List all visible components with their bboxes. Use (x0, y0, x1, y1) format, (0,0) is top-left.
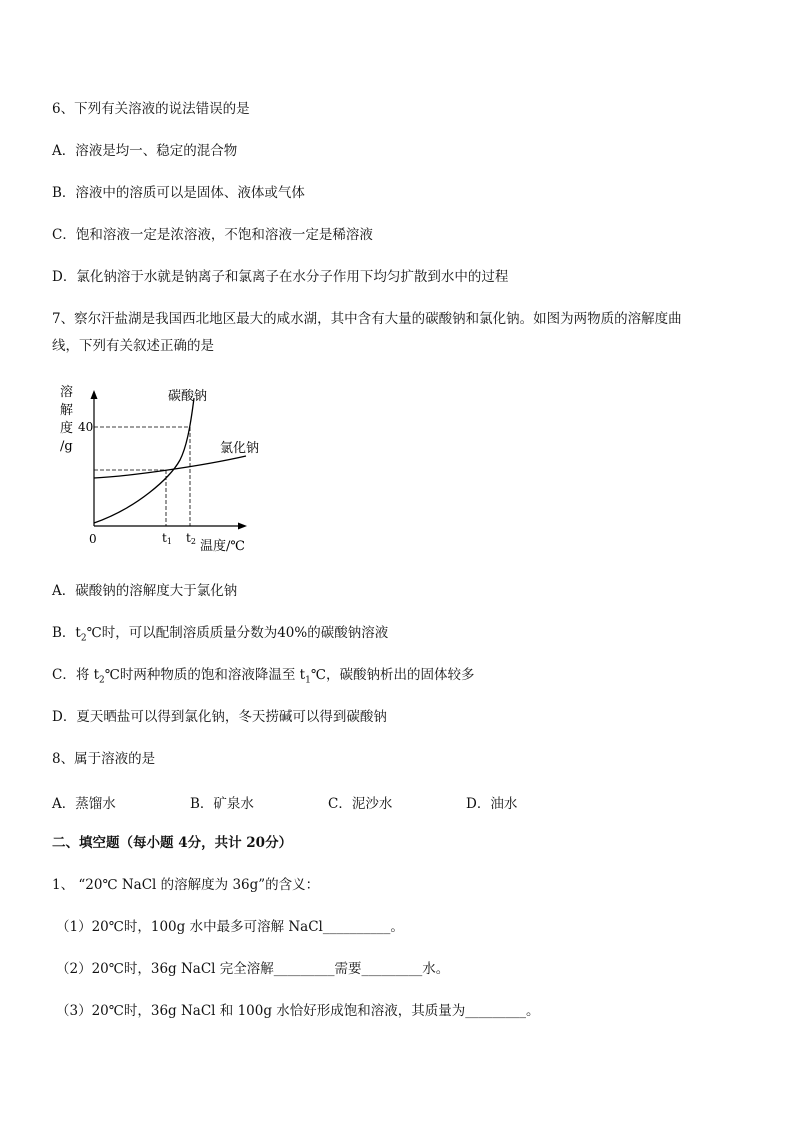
q6-option-c: C．饱和溶液一定是浓溶液，不饱和溶液一定是稀溶液 (52, 227, 373, 243)
q7-stem-line2: 线，下列有关叙述正确的是 (52, 338, 214, 354)
q8-options-row (52, 792, 652, 810)
fill1-sub1: （1）20℃时，100g 水中最多可溶解 NaCl__________。 (56, 919, 404, 935)
q6-stem: 6、下列有关溶液的说法错误的是 (52, 101, 250, 117)
y-axis-arrow (91, 390, 98, 399)
x-axis-label: 温度/℃ (200, 539, 245, 554)
x-axis-arrow (238, 523, 247, 530)
ylabel-char-3: 度 (60, 421, 74, 436)
q8-option-d: D．油水 (466, 796, 518, 812)
q7-option-d: D．夏天晒盐可以得到氯化钠，冬天捞碱可以得到碳酸钠 (52, 709, 387, 725)
q7-option-b: B．$t_2℃$时，可以配制溶质质量分数为40%的碳酸钠溶液 (52, 625, 389, 644)
ylabel-char-1: 溶 (60, 385, 74, 400)
q8-option-b: B．矿泉水 (190, 796, 254, 812)
series-na2co3-curve (94, 398, 194, 523)
x-tick-label-t1: t1 (162, 531, 172, 546)
q6-option-b: B．溶液中的溶质可以是固体、液体或气体 (52, 185, 305, 201)
series-nacl-label: 氯化钠 (220, 441, 260, 456)
origin-label: 0 (89, 532, 97, 546)
q7-option-a: A．碳酸钠的溶解度大于氯化钠 (52, 583, 238, 599)
q8-stem: 8、属于溶液的是 (52, 751, 156, 767)
q6-option-d: D．氯化钠溶于水就是钠离子和氯离子在水分子作用下均匀扩散到水中的过程 (52, 269, 509, 285)
ylabel-char-2: 解 (60, 403, 74, 418)
section-heading-fill-in: 二、填空题（每小题 4分，共计 20分） (52, 835, 293, 851)
ylabel-char-4: /g (60, 439, 73, 454)
q6-option-a: A．溶液是均一、稳定的混合物 (52, 143, 238, 159)
q7-stem-line1: 7、察尔汗盐湖是我国西北地区最大的咸水湖，其中含有大量的碳酸钠和氯化钠。如图为两物质的溶解度曲 (52, 311, 682, 327)
series-na2co3-label: 碳酸钠 (168, 389, 208, 404)
fill1-sub2: （2）20℃时，36g NaCl 完全溶解_________需要_________水。 (56, 961, 450, 977)
q8-option-a: A．蒸馏水 (52, 796, 116, 812)
solubility-chart (52, 378, 282, 558)
fill1-stem: 1、 “20℃ NaCl 的溶解度为 36g”的含义： (52, 877, 320, 893)
x-tick-label-t2: t2 (186, 531, 196, 546)
fill1-sub3: （3）20℃时，36g NaCl 和 100g 水恰好形成饱和溶液，其质量为_________。 (56, 1003, 540, 1019)
y-tick-label: 40 (78, 420, 94, 434)
q7-option-c: C．将 $t_2℃$时两种物质的饱和溶液降温至 $t_1℃$，碳酸钠析出的固体较多 (52, 667, 475, 686)
q8-option-c: C．泥沙水 (328, 796, 393, 812)
